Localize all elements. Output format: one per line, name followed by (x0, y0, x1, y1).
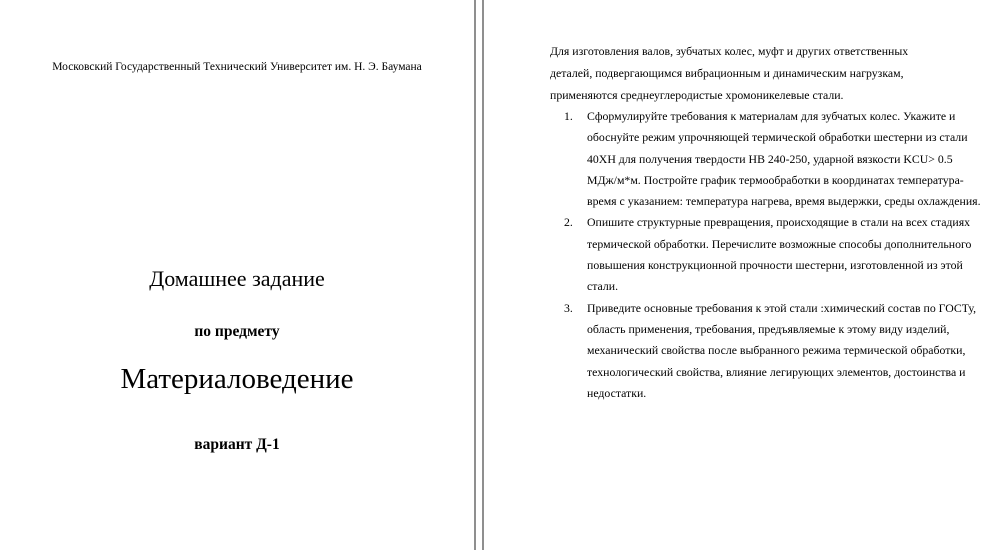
subject-name: Материаловедение (120, 363, 354, 395)
task-item (564, 212, 984, 297)
task-number: 3. (564, 300, 573, 315)
page-edge-left (474, 0, 476, 550)
page-separator (474, 0, 484, 550)
task-list (564, 106, 984, 404)
intro-paragraph: Для изготовления валов, зубчатых колес, муфт и других ответственных деталей, подвергающимся вибрационным и динамическим нагрузкам, применяются среднеуглеродистые хромоникелевые стали. (550, 44, 909, 102)
task-item (564, 298, 984, 404)
title-page (0, 0, 474, 550)
university-name: Московский Государственный Технический Университет им. Н. Э. Баумана (52, 61, 422, 73)
task-text: Сформулируйте требования к материалам для зубчатых колес. Укажите и обоснуйте режим упрочняющей термической обработки шестерни из стали 40ХН для получения твердости НВ 240-250, ударной вязкости KCU> 0.5 МДж/м*м. Постройте график термообработки в координатах температура-время с указанием: температура нагрева, время выдержки, среды охлаждения. (587, 109, 981, 209)
document-subtitle: по предмету (194, 323, 280, 340)
document-title: Домашнее задание (149, 266, 325, 291)
task-text: Приведите основные требования к этой стали :химический состав по ГОСТу, область применения, требования, предъявляемые к этому виду изделий, механический свойства после выбранного режима термической обработки, технологический свойства, влияние легирующих элементов, достоинства и недостатки. (587, 300, 977, 400)
task-item (564, 106, 984, 212)
task-number: 1. (564, 109, 573, 123)
assignment-page (484, 0, 1000, 550)
task-text: Опишите структурные превращения, происходящие в стали на всех стадиях термической обработки. Перечислите возможные способы дополнительного повышения конструкционной прочности шестерни, изготовленной из этой стали. (587, 215, 972, 294)
variant-label: вариант Д-1 (194, 436, 280, 453)
task-number: 2. (564, 215, 573, 230)
